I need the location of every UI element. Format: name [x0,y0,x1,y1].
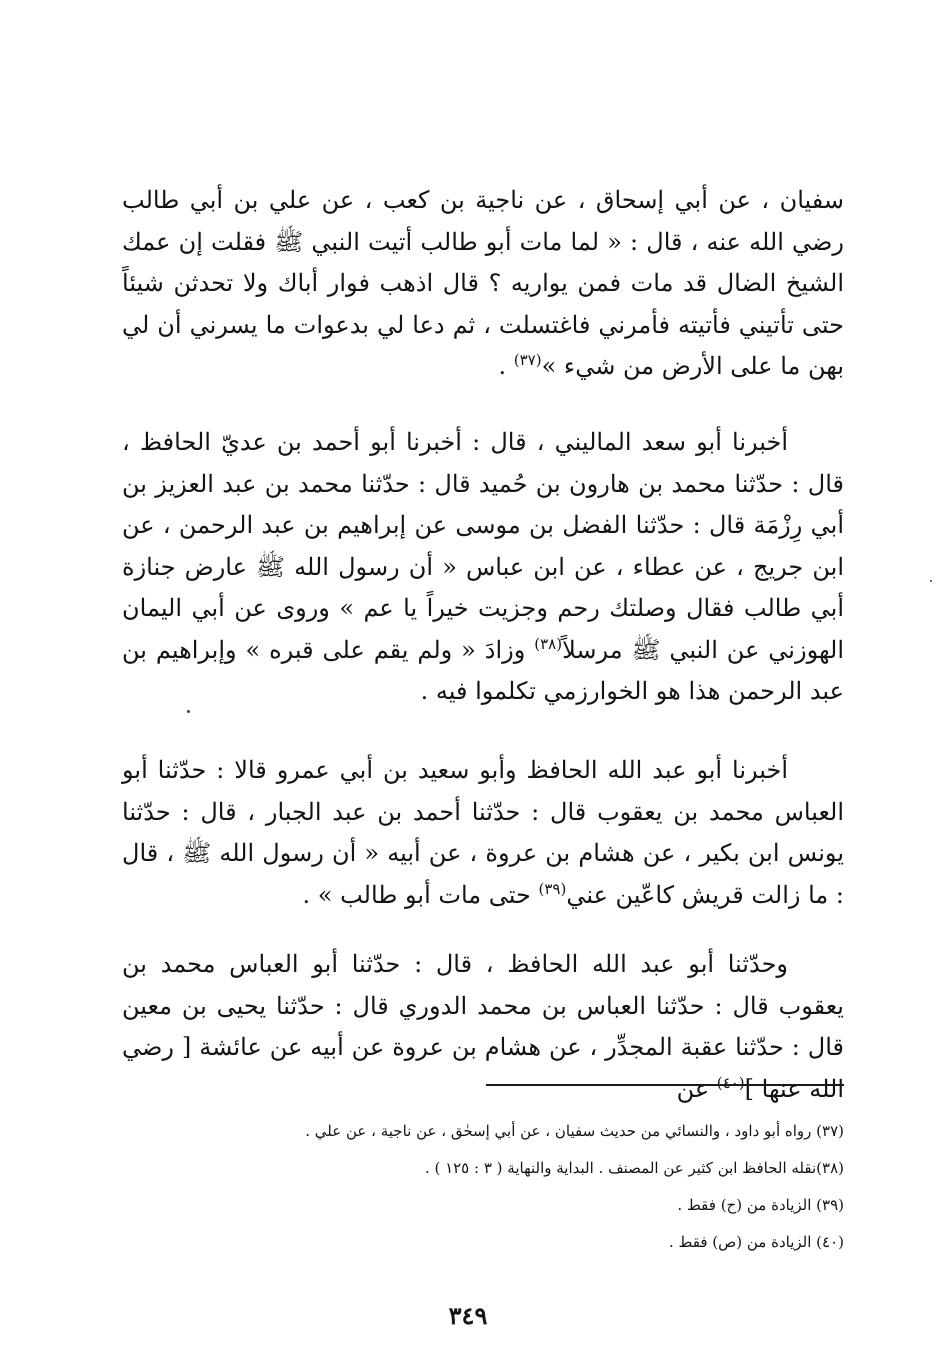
page-number: ٣٤٩ [448,1301,488,1330]
paragraph-tail: . [498,352,514,380]
footnote-ref-37: (٣٧) [513,351,542,369]
paragraph-body: أخبرنا أبو سعد الماليني ، قال : أخبرنا أبو أحمد بن عديّ الحافظ ، قال : حدّثنا محمد بن هارون بن حُميد قال : حدّثنا محمد بن عبد العزيز بن أبي رِزْمَة قال : حدّثنا الفضل بن موسى عن إبراهيم بن عبد الرحمن ، عن ابن جريج ، عن عطاء ، عن ابن عباس « أن رسول الله ﷺ عارض جنازة أبي طالب فقال وصلتك رحم وجزيت خيراً يا عم » وروى عن أبي اليمان الهوزني عن النبي ﷺ مرسلاً [122,428,845,664]
footnote-ref-38: (٣٨) [534,634,563,653]
footnote-39: (٣٩) الزيادة من (ح) فقط . [677,1196,844,1214]
footnote-40: (٤٠) الزيادة من (ص) فقط . [668,1233,844,1251]
scan-speck [187,710,190,713]
paragraph-body: وحدّثنا أبو عبد الله الحافظ ، قال : حدّثنا أبو العباس محمد بن يعقوب قال : حدّثنا العباس بن محمد الدوري قال : حدّثنا يحيى بن معين قال : حدّثنا عقبة المجدِّر ، عن هشام بن عروة عن أبيه عن عائشة [ رضي الله عنها ] [122,950,845,1103]
paragraph-tail: حتى مات أبو طالب » . [302,880,539,909]
paragraph-body: أخبرنا أبو عبد الله الحافظ وأبو سعيد بن أبي عمرو قالا : حدّثنا أبو العباس محمد بن يعقوب قال : حدّثنا أحمد بن عبد الجبار ، قال : حدّثنا يونس ابن بكير ، عن هشام بن عروة ، عن أبيه « أن رسول الله ﷺ ، قال : ما زالت قريش كاعّين عني [122,756,844,909]
footnote-separator [486,1084,844,1086]
paragraph-2 [122,422,844,713]
paragraph-3 [122,750,844,916]
paragraph-1 [122,180,844,388]
footnotes [122,1113,844,1261]
footnote-37: (٣٧) رواه أبو داود ، والنسائي من حديث سفيان ، عن أبي إسحٰق ، عن ناجية ، عن علي . [305,1122,844,1140]
footnote-ref-40: (٤٠) [716,1073,745,1092]
paragraph-text [122,180,844,388]
footnote-ref-39: (٣٩) [538,879,567,898]
paragraph-text [122,750,844,916]
paragraph-body: سفيان ، عن أبي إسحاق ، عن ناجية بن كعب ، عن علي بن أبي طالب رضي الله عنه ، قال : « لما مات أبو طالب أتيت النبي ﷺ فقلت إن عمك الشيخ الضال قد مات فمن يواريه ؟ قال اذهب فوار أباك ولا تحدثن شيئاً حتى تأتيني فأتيته فأمرني فاغتسلت ، ثم دعا لي بدعوات ما يسرني أن لي بهن ما على الأرض من شيء » [122,186,844,380]
scan-speck [930,580,932,582]
footnote-38: (٣٨)نقله الحافظ ابن كثير عن المصنف . البداية والنهاية ( ٣ : ١٢٥ ) . [424,1159,844,1177]
paragraph-tail: عن [676,1074,717,1103]
paragraph-tail: وزادَ « ولم يقم على قبره » وإبراهيم بن عبد الرحمن هذا هو الخوارزمي تكلموا فيه . [122,635,844,705]
paragraph-text [122,422,844,713]
